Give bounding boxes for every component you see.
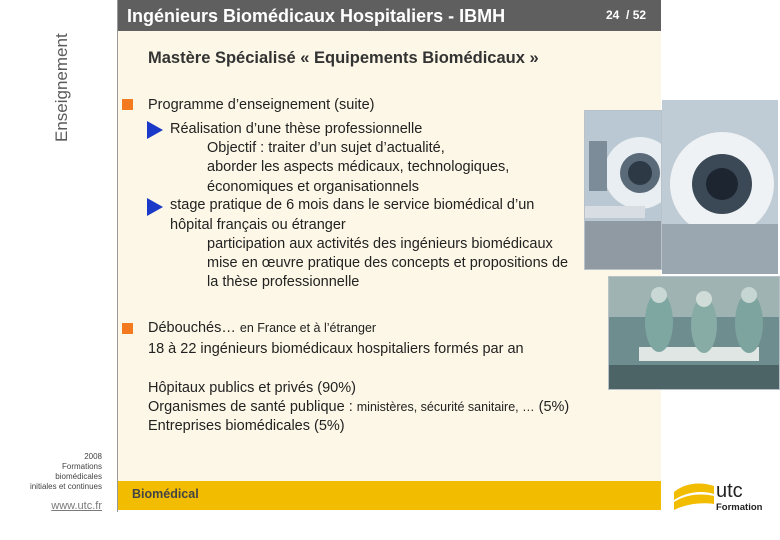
logo-subtitle: Formation (716, 502, 763, 513)
outlets-item-detail: ministères, sécurité sanitaire, … (356, 400, 535, 414)
outlets-list-item (148, 398, 569, 418)
website-link[interactable]: www.utc.fr (51, 500, 102, 512)
mri-scanner-photo (584, 110, 662, 270)
internship-line: la thèse professionnelle (207, 274, 360, 290)
internship-line: participation aux activités des ingénieurs biomédicaux (207, 236, 553, 252)
section-vertical-label: Enseignement (52, 33, 71, 142)
ct-scanner-illustration (662, 34, 778, 274)
slide-title: Ingénieurs Biomédicaux Hospitaliers - IBMH (127, 6, 506, 26)
outlets-heading-suffix: en France et à l’étranger (239, 321, 377, 335)
thesis-title: Réalisation d’une thèse professionnelle (170, 121, 423, 137)
page-number (606, 8, 646, 22)
outlets-summary: 18 à 22 ingénieurs biomédicaux hospitaliers formés par an (148, 341, 524, 357)
slide-subtitle: Mastère Spécialisé « Equipements Biomédicaux » (148, 49, 539, 67)
mri-scanner-illustration (585, 111, 661, 269)
operating-room-photo (608, 276, 780, 390)
sidebar-info-line: 2008 (84, 452, 102, 461)
section-bullet (122, 99, 133, 110)
section-bullet (122, 323, 133, 334)
page-total: / 52 (626, 8, 647, 22)
triangle-bullet-icon (147, 198, 163, 216)
utc-logo-icon (672, 478, 716, 512)
thesis-line: aborder les aspects médicaux, technologiques, (207, 159, 510, 175)
outlets-heading (148, 319, 376, 339)
thesis-line: Objectif : traiter d’un sujet d’actualité, (207, 140, 445, 156)
internship-line: mise en œuvre pratique des concepts et propositions de (207, 255, 569, 271)
outlets-item-main: Organismes de santé publique : (148, 399, 357, 415)
logo-name: utc (716, 480, 743, 502)
surgeons-illustration (609, 277, 779, 389)
outlets-list-item: Entreprises biomédicales (5%) (148, 418, 345, 434)
ct-scanner-photo (662, 34, 778, 274)
footer-bar (118, 481, 661, 510)
sidebar-info-line: biomédicales (55, 472, 102, 481)
sidebar-info-line: Formations (61, 462, 102, 471)
sidebar-info (30, 452, 102, 492)
outlets-heading-main: Débouchés… (148, 320, 236, 336)
programme-heading: Programme d’enseignement (suite) (148, 97, 375, 113)
outlets-item-tail: (5%) (534, 399, 570, 415)
page-current: 24 (606, 8, 620, 22)
internship-title: stage pratique de 6 mois dans le service biomédical d’un (170, 197, 535, 213)
internship-title-cont: hôpital français ou étranger (170, 217, 346, 233)
thesis-line: économiques et organisationnels (207, 179, 419, 195)
outlets-list-item: Hôpitaux publics et privés (90%) (148, 380, 356, 396)
triangle-bullet-icon (147, 121, 163, 139)
sidebar-info-line: initiales et continues (29, 482, 102, 491)
footer-label: Biomédical (132, 487, 199, 501)
